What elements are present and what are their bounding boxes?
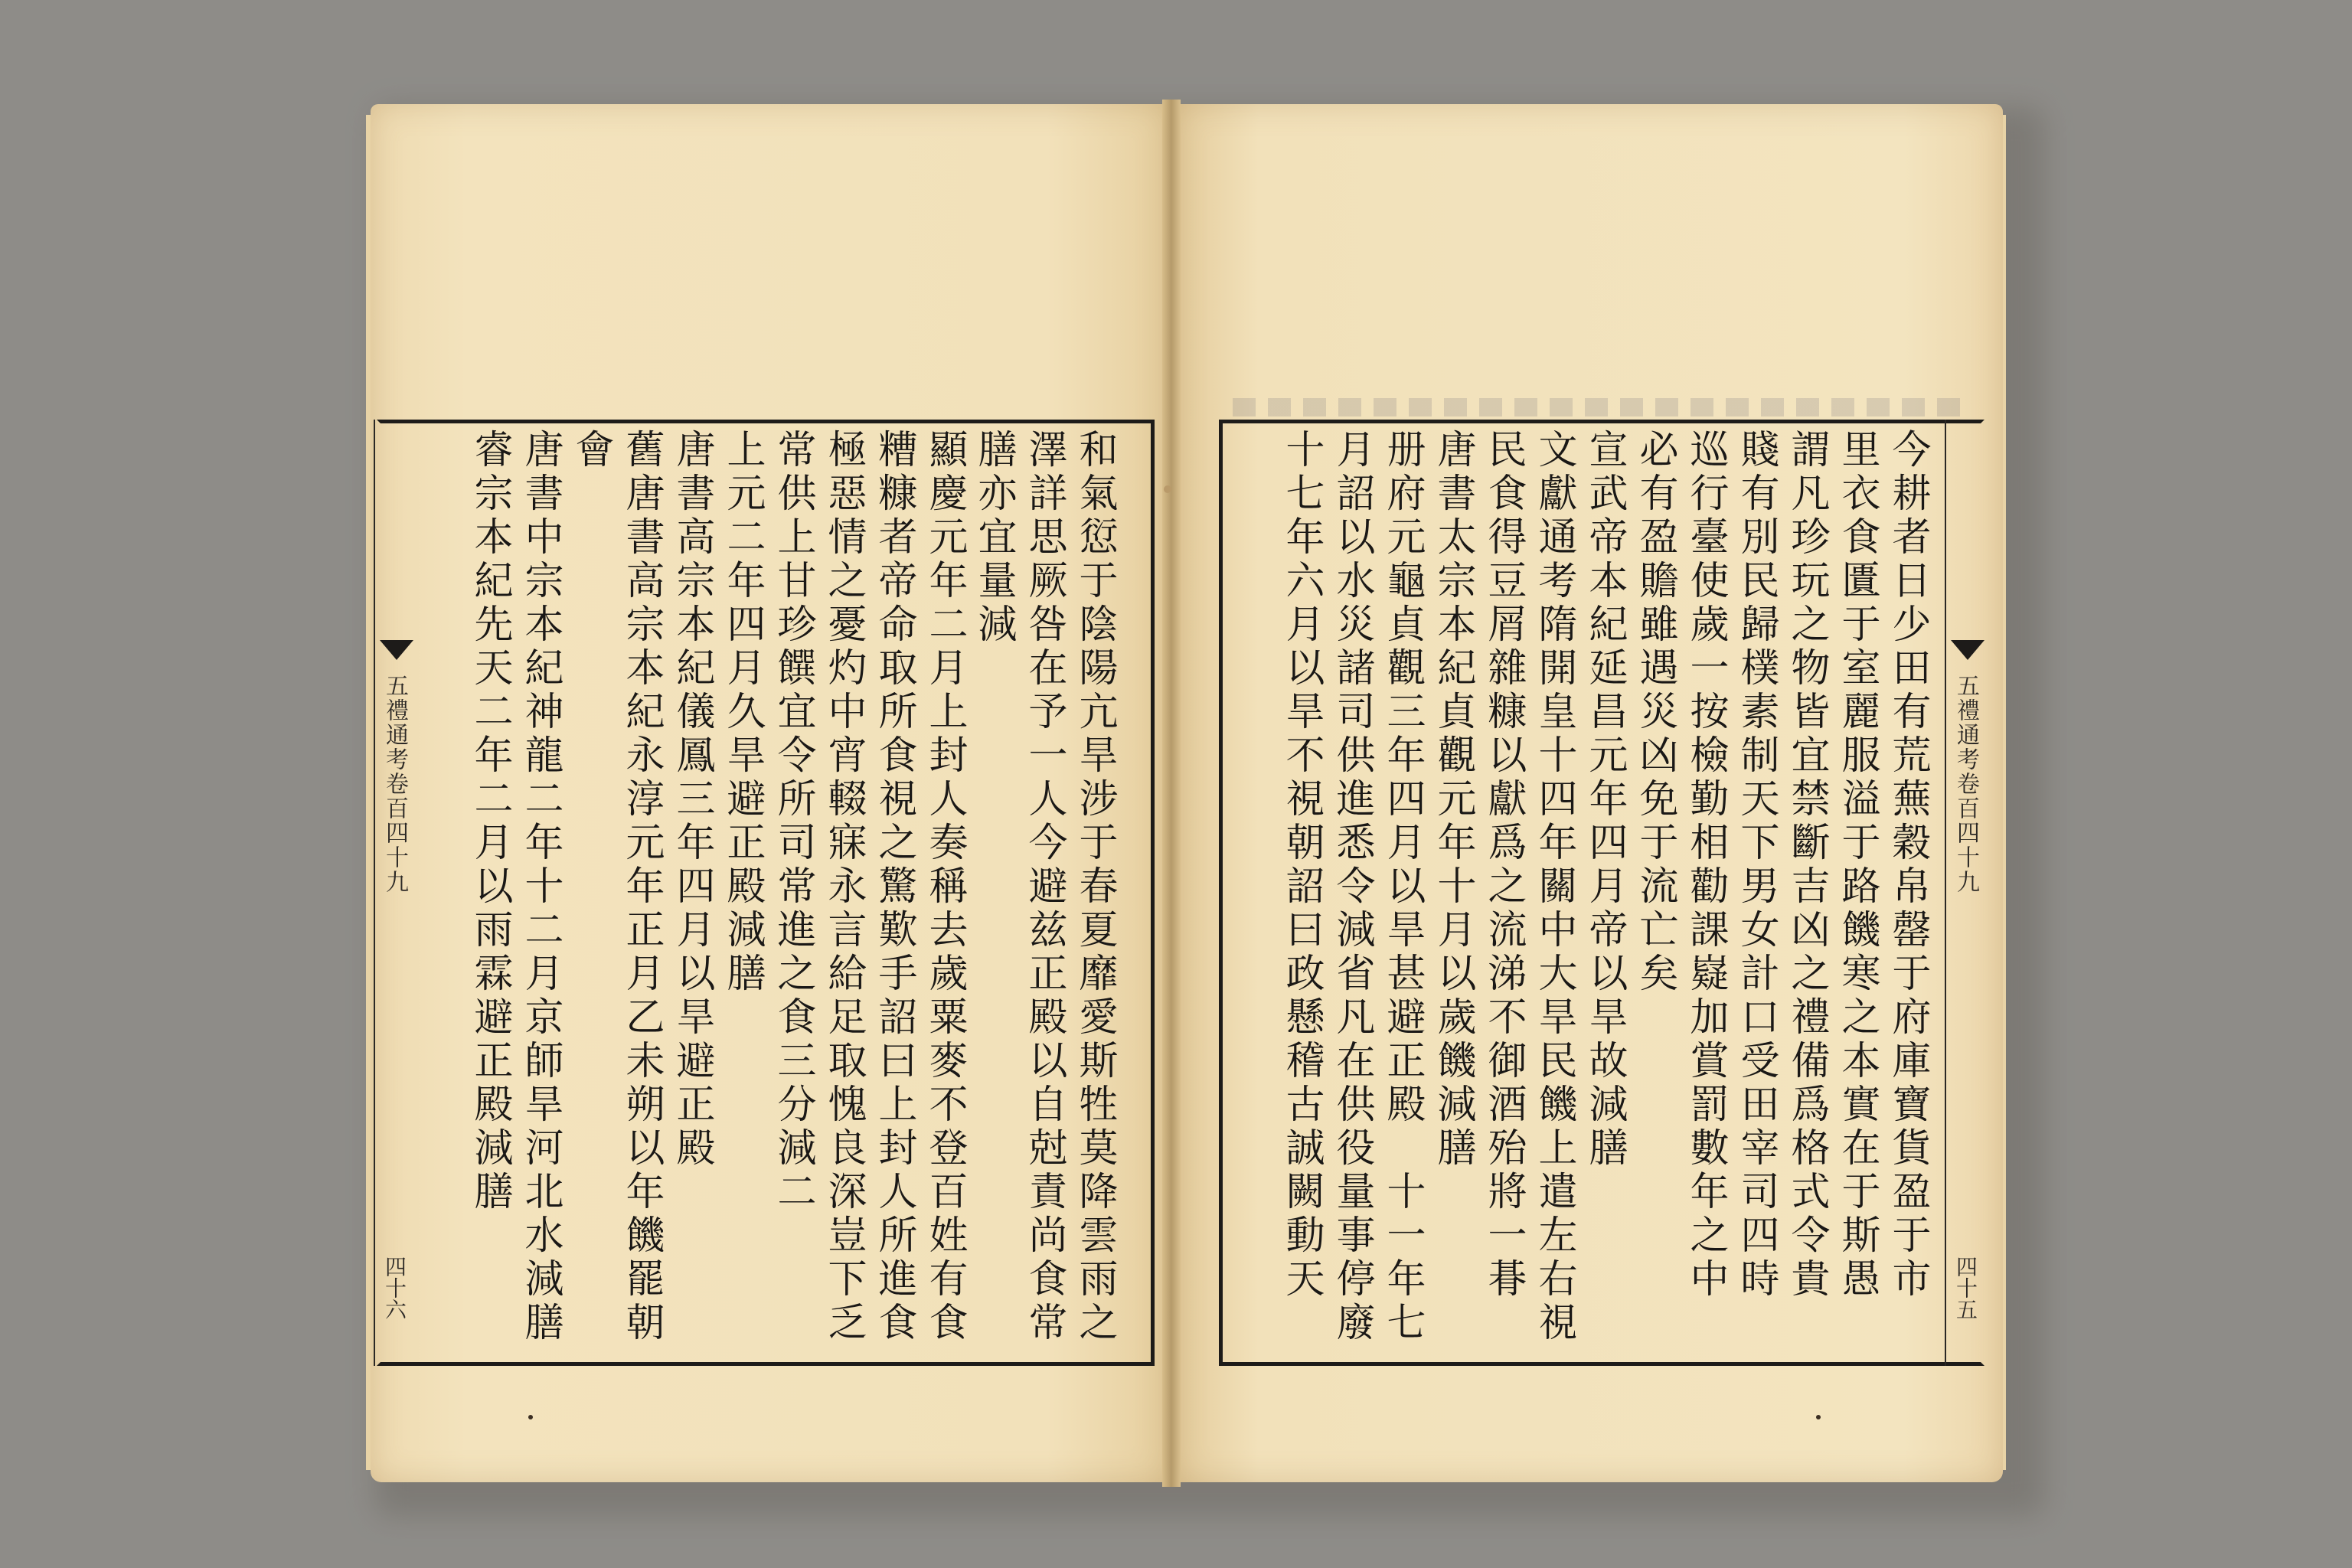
right-text-column: 今耕者日少田有荒蕪穀帛罄于府庫寶貨盈于市: [1885, 429, 1930, 1302]
left-text-column: 糟糠者帝命取所食視之驚歎手詔曰上封人所進食: [871, 429, 916, 1345]
right-text-column: 必有盈贍雖遇災凶免于流亡矣: [1632, 429, 1677, 996]
ink-speck: [1816, 1415, 1821, 1419]
right-text-column: 謂凡珍玩之物皆宜禁斷吉凶之禮備爲格式令貴: [1784, 429, 1829, 1302]
right-text-column: 册府元龜貞觀三年四月以旱甚避正殿 十一年七: [1380, 429, 1425, 1345]
left-text-column: 顯慶元年二月上封人奏稱去歲粟麥不登百姓有食: [922, 429, 967, 1345]
right-text-column: 里衣食匱于室麗服溢于路饑寒之本實在于斯愚: [1834, 429, 1880, 1302]
right-text-column: 巡行臺使歲一按檢勤相勸課嶷加賞罰數年之中: [1683, 429, 1728, 1302]
left-text-column: 唐書中宗本紀神龍二年十二月京師旱河北水減膳: [518, 429, 563, 1345]
left-text-column: 唐書高宗本紀儀鳳三年四月以旱避正殿: [669, 429, 714, 1171]
left-text-column: 膳亦宜量減: [971, 429, 1016, 647]
ink-speck: [528, 1415, 533, 1419]
right-running-header: 五禮通考卷百四十九: [1952, 674, 1979, 894]
left-text-column: 會: [568, 429, 613, 472]
left-text-column: 極惡情之憂灼中宵輟寐永言給足取愧良深豈下乏: [821, 429, 866, 1345]
right-text-column: 文獻通考隋開皇十四年關中大旱民饑上遣左右視: [1531, 429, 1576, 1345]
left-page-number: 四十六: [382, 1256, 407, 1320]
right-text-column: 賤有別民歸樸素制天下男女計口受田宰司四時: [1733, 429, 1779, 1302]
left-text-column: 舊唐書高宗本紀永淳元年正月乙未朔以年饑罷朝: [619, 429, 664, 1345]
right-text-column: 月詔以水災諸司供進悉令減省凡在供役量事停廢: [1329, 429, 1374, 1345]
right-text-column: 十七年六月以旱不視朝詔曰政懸稽古誠闕動天: [1279, 429, 1324, 1302]
right-text-column: 民食得豆屑雜糠以獻爲之流涕不御酒殆將一朞: [1481, 429, 1526, 1302]
left-text-column: 澤詳思厥咎在予一人今避兹正殿以自尅責尚食常: [1021, 429, 1067, 1345]
right-text-column: 宣武帝本紀延昌元年四月帝以旱故減膳: [1582, 429, 1627, 1171]
right-fishtail-mark: [1951, 640, 1984, 660]
book-gutter: [1162, 100, 1181, 1487]
binding-thread: [1164, 485, 1171, 493]
right-text-column: 唐書太宗本紀貞觀元年十月以歲饑減膳: [1430, 429, 1475, 1171]
ink-bleed-through: [1233, 398, 1960, 416]
left-text-column: 常供上甘珍饌宜令所司常進之食三分減二: [770, 429, 815, 1214]
left-fishtail-mark: [380, 640, 413, 660]
left-running-header: 五禮通考卷百四十九: [381, 674, 408, 894]
left-text-column: 上元二年四月久旱避正殿減膳: [720, 429, 765, 996]
left-text-column: 睿宗本紀先天二年二月以雨霖避正殿減膳: [467, 429, 512, 1214]
right-page-number: 四十五: [1953, 1256, 1978, 1320]
left-text-column: 和氣愆于陰陽亢旱涉于春夏靡愛斯牲莫降雲雨之: [1072, 429, 1117, 1345]
